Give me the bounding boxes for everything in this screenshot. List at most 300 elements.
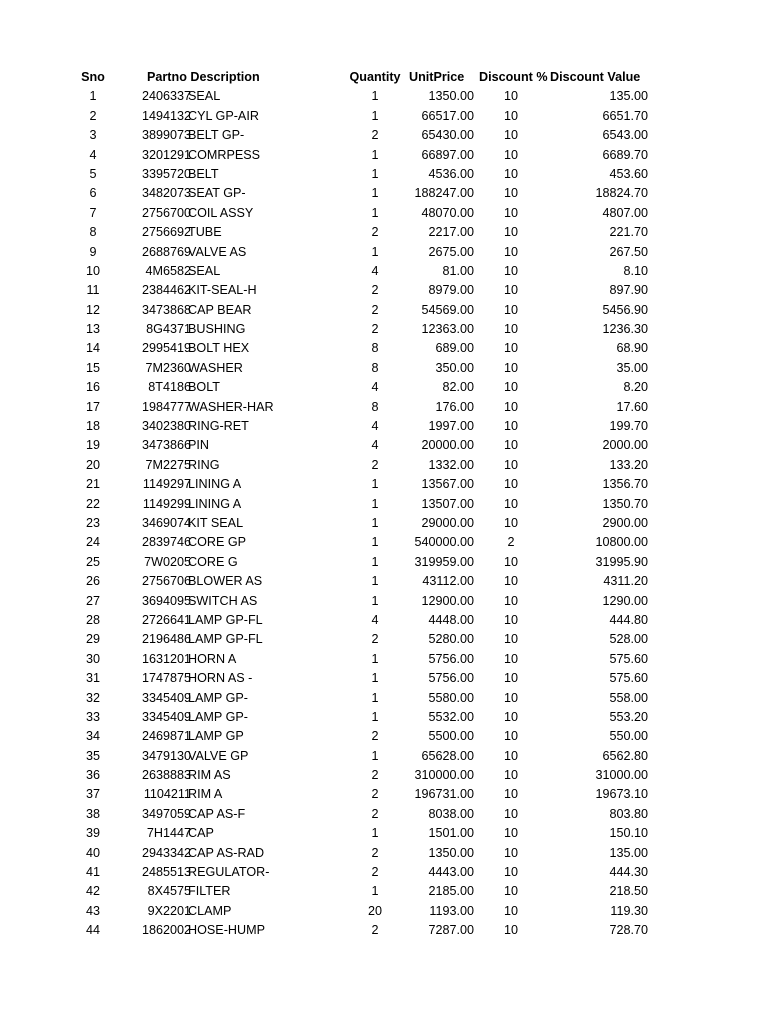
- cell-quantity: 2: [371, 845, 379, 860]
- table-row: [0, 359, 768, 378]
- table-row: [0, 669, 768, 688]
- table-body: [0, 87, 768, 940]
- cell-unitprice: 7287.00: [428, 923, 474, 938]
- cell-description: CORE GP: [188, 535, 247, 550]
- cell-discount-pct: 10: [503, 748, 518, 763]
- table-row: [0, 572, 768, 591]
- cell-discount-pct: 10: [503, 205, 518, 220]
- cell-discount-pct: 10: [503, 690, 518, 705]
- cell-sno: 30: [85, 651, 100, 666]
- cell-quantity: 2: [371, 768, 379, 783]
- cell-sno: 23: [85, 515, 100, 530]
- cell-partno: 7M2275: [145, 457, 191, 472]
- cell-sno: 24: [85, 535, 100, 550]
- cell-description: LAMP GP-FL: [188, 632, 263, 647]
- table-row: [0, 456, 768, 475]
- cell-unitprice: 20000.00: [421, 438, 474, 453]
- cell-discount-pct: 10: [503, 399, 518, 414]
- cell-sno: 36: [85, 768, 100, 783]
- cell-description: SEAT GP-: [188, 186, 246, 201]
- cell-partno: 4M6582: [145, 263, 191, 278]
- cell-unitprice: 8979.00: [428, 283, 474, 298]
- cell-partno: 1984777: [141, 399, 191, 414]
- cell-discount-pct: 10: [503, 768, 518, 783]
- table-row: [0, 165, 768, 184]
- cell-unitprice: 66517.00: [421, 108, 474, 123]
- cell-discount-pct: 10: [503, 89, 518, 104]
- cell-partno: 3469074: [141, 515, 191, 530]
- cell-discount-value: 4311.20: [603, 574, 648, 589]
- cell-discount-value: 728.70: [609, 923, 648, 938]
- table-row: [0, 184, 768, 203]
- cell-quantity: 1: [371, 186, 379, 201]
- table-row: [0, 301, 768, 320]
- cell-discount-pct: 10: [503, 128, 518, 143]
- cell-discount-value: 6543.00: [602, 128, 648, 143]
- cell-sno: 4: [89, 147, 97, 162]
- table-row: [0, 863, 768, 882]
- table-row: [0, 223, 768, 242]
- header-discount-value: Discount Value: [550, 70, 641, 84]
- cell-discount-value: 1350.70: [602, 496, 648, 511]
- cell-quantity: 4: [371, 419, 379, 434]
- cell-quantity: 8: [371, 360, 379, 375]
- cell-partno: 3345409: [141, 690, 191, 705]
- cell-sno: 11: [86, 283, 100, 298]
- cell-partno: 1631201: [141, 651, 191, 666]
- cell-partno: 2688769: [141, 244, 191, 259]
- table-row: [0, 495, 768, 514]
- cell-quantity: 1: [371, 108, 379, 123]
- cell-discount-pct: 10: [503, 244, 518, 259]
- header-quantity: Quantity: [349, 70, 401, 84]
- cell-quantity: 1: [371, 535, 379, 550]
- cell-discount-pct: 10: [503, 671, 518, 686]
- cell-quantity: 1: [371, 671, 379, 686]
- cell-sno: 10: [85, 263, 100, 278]
- cell-quantity: 4: [371, 380, 379, 395]
- cell-quantity: 2: [371, 806, 379, 821]
- cell-discount-value: 10800.00: [595, 535, 648, 550]
- cell-description: RING-RET: [188, 419, 249, 434]
- cell-partno: 3694095: [141, 593, 191, 608]
- cell-description: RING: [188, 457, 220, 472]
- cell-description: LAMP GP: [188, 729, 244, 744]
- cell-discount-value: 6562.80: [602, 748, 648, 763]
- cell-unitprice: 43112.00: [422, 574, 474, 589]
- cell-unitprice: 2675.00: [428, 244, 474, 259]
- cell-discount-pct: 10: [503, 574, 518, 589]
- cell-sno: 38: [85, 806, 100, 821]
- cell-description: FILTER: [188, 884, 231, 899]
- cell-quantity: 1: [371, 884, 379, 899]
- cell-sno: 37: [85, 787, 100, 802]
- cell-partno: 3899073: [141, 128, 191, 143]
- cell-discount-value: 267.50: [609, 244, 648, 259]
- cell-quantity: 2: [371, 787, 379, 802]
- cell-description: CAP AS-RAD: [188, 845, 265, 860]
- cell-discount-value: 453.60: [609, 166, 648, 181]
- cell-unitprice: 1332.00: [428, 457, 474, 472]
- cell-partno: 1862002: [141, 923, 191, 938]
- cell-unitprice: 2185.00: [428, 884, 474, 899]
- cell-partno: 7W0205: [144, 554, 191, 569]
- cell-quantity: 4: [371, 263, 379, 278]
- cell-discount-value: 2900.00: [602, 515, 648, 530]
- cell-description: RIM AS: [188, 768, 231, 783]
- cell-sno: 29: [85, 632, 100, 647]
- cell-partno: 2638883: [141, 768, 191, 783]
- cell-quantity: 1: [371, 574, 379, 589]
- cell-partno: 8X4575: [147, 884, 191, 899]
- cell-discount-pct: 10: [503, 166, 518, 181]
- cell-sno: 5: [89, 166, 97, 181]
- cell-description: BOLT HEX: [188, 341, 250, 356]
- cell-unitprice: 319959.00: [414, 554, 474, 569]
- cell-quantity: 1: [371, 477, 379, 492]
- cell-partno: 3482073: [141, 186, 191, 201]
- cell-description: COIL ASSY: [188, 205, 254, 220]
- cell-sno: 14: [85, 341, 100, 356]
- cell-partno: 2995419: [141, 341, 191, 356]
- cell-discount-pct: 10: [503, 845, 518, 860]
- cell-description: LAMP GP-: [188, 690, 248, 705]
- cell-quantity: 1: [371, 690, 379, 705]
- cell-partno: 7H1447: [146, 826, 191, 841]
- cell-description: LAMP GP-: [188, 709, 248, 724]
- cell-discount-value: 803.80: [609, 806, 648, 821]
- header-unitprice: UnitPrice: [409, 70, 465, 84]
- cell-partno: 9X2201: [147, 903, 191, 918]
- cell-quantity: 1: [371, 244, 379, 259]
- cell-discount-pct: 10: [503, 515, 518, 530]
- cell-discount-pct: 10: [503, 263, 518, 278]
- cell-discount-pct: 10: [503, 903, 518, 918]
- cell-discount-value: 897.90: [609, 283, 648, 298]
- cell-partno: 1149297: [142, 477, 191, 492]
- cell-sno: 32: [85, 690, 100, 705]
- cell-discount-pct: 10: [503, 651, 518, 666]
- cell-discount-pct: 2: [507, 535, 515, 550]
- cell-discount-value: 6689.70: [602, 147, 648, 162]
- cell-discount-value: 135.00: [609, 845, 648, 860]
- cell-discount-pct: 10: [503, 225, 518, 240]
- cell-discount-value: 119.30: [610, 903, 648, 918]
- cell-partno: 1149299: [142, 496, 191, 511]
- cell-discount-pct: 10: [503, 826, 518, 841]
- cell-quantity: 1: [371, 826, 379, 841]
- table-row: [0, 339, 768, 358]
- cell-discount-pct: 10: [503, 632, 518, 647]
- cell-partno: 7M2360: [145, 360, 191, 375]
- cell-quantity: 1: [371, 651, 379, 666]
- cell-sno: 13: [85, 322, 100, 337]
- cell-description: WASHER: [188, 360, 243, 375]
- cell-sno: 34: [85, 729, 100, 744]
- cell-discount-pct: 10: [503, 438, 518, 453]
- cell-quantity: 1: [371, 147, 379, 162]
- cell-description: VALVE AS: [188, 244, 247, 259]
- table-row: [0, 902, 768, 921]
- cell-discount-pct: 10: [503, 593, 518, 608]
- table-row: [0, 611, 768, 630]
- cell-unitprice: 310000.00: [414, 768, 474, 783]
- table-row: [0, 747, 768, 766]
- cell-unitprice: 13567.00: [421, 477, 474, 492]
- table-row: [0, 844, 768, 863]
- cell-description: HORN A: [188, 651, 237, 666]
- cell-sno: 7: [89, 205, 97, 220]
- cell-unitprice: 13507.00: [421, 496, 474, 511]
- cell-discount-value: 18824.70: [595, 186, 648, 201]
- cell-description: CORE G: [188, 554, 238, 569]
- cell-discount-pct: 10: [503, 612, 518, 627]
- cell-sno: 33: [85, 709, 100, 724]
- cell-description: HOSE-HUMP: [188, 923, 265, 938]
- cell-partno: 2726641: [141, 612, 191, 627]
- cell-description: TUBE: [188, 225, 222, 240]
- table-row: [0, 708, 768, 727]
- cell-unitprice: 5580.00: [428, 690, 474, 705]
- cell-unitprice: 54569.00: [421, 302, 474, 317]
- header-discount-pct: Discount %: [479, 70, 548, 84]
- cell-discount-pct: 10: [503, 283, 518, 298]
- cell-discount-pct: 10: [503, 147, 518, 162]
- cell-description: VALVE GP: [188, 748, 249, 763]
- cell-quantity: 1: [371, 709, 379, 724]
- table-row: [0, 824, 768, 843]
- table-row: [0, 281, 768, 300]
- header-partno-description: Partno Description: [147, 70, 260, 84]
- cell-discount-value: 2000.00: [602, 438, 648, 453]
- cell-discount-pct: 10: [503, 341, 518, 356]
- cell-partno: 2485513: [141, 865, 191, 880]
- cell-sno: 44: [85, 923, 100, 938]
- table-row: [0, 204, 768, 223]
- cell-discount-value: 133.20: [609, 457, 648, 472]
- cell-unitprice: 29000.00: [421, 515, 474, 530]
- table-header-row: [0, 68, 768, 87]
- cell-discount-value: 68.90: [616, 341, 648, 356]
- cell-unitprice: 5500.00: [428, 729, 474, 744]
- cell-partno: 2406337: [141, 89, 191, 104]
- cell-unitprice: 65628.00: [421, 748, 474, 763]
- cell-description: SEAL: [188, 89, 221, 104]
- table-row: [0, 882, 768, 901]
- cell-description: BELT GP-: [188, 128, 245, 143]
- table-row: [0, 921, 768, 940]
- cell-discount-value: 1356.70: [602, 477, 648, 492]
- cell-discount-value: 575.60: [609, 671, 648, 686]
- cell-sno: 43: [85, 903, 100, 918]
- table-row: [0, 398, 768, 417]
- table-row: [0, 533, 768, 552]
- cell-discount-pct: 10: [503, 709, 518, 724]
- cell-unitprice: 689.00: [435, 341, 474, 356]
- cell-discount-value: 6651.70: [602, 108, 648, 123]
- cell-partno: 1747875: [141, 671, 191, 686]
- table-row: [0, 262, 768, 281]
- cell-sno: 39: [85, 826, 100, 841]
- cell-discount-value: 8.10: [623, 263, 648, 278]
- cell-sno: 31: [85, 671, 100, 686]
- cell-discount-pct: 10: [503, 477, 518, 492]
- cell-partno: 2756706: [141, 574, 191, 589]
- cell-discount-value: 553.20: [609, 709, 648, 724]
- cell-quantity: 4: [371, 612, 379, 627]
- cell-quantity: 1: [371, 593, 379, 608]
- cell-partno: 2469871: [141, 729, 191, 744]
- cell-discount-value: 558.00: [609, 690, 648, 705]
- cell-unitprice: 12900.00: [421, 593, 474, 608]
- cell-unitprice: 48070.00: [421, 205, 474, 220]
- cell-description: BOLT: [188, 380, 220, 395]
- cell-partno: 8G4371: [146, 322, 191, 337]
- cell-sno: 6: [89, 186, 97, 201]
- cell-quantity: 2: [371, 457, 379, 472]
- cell-description: BELT: [188, 166, 219, 181]
- cell-partno: 3473866: [141, 438, 191, 453]
- cell-description: LAMP GP-FL: [188, 612, 263, 627]
- cell-unitprice: 176.00: [435, 399, 474, 414]
- cell-discount-value: 4807.00: [602, 205, 648, 220]
- cell-description: SWITCH AS: [188, 593, 258, 608]
- cell-description: CLAMP: [188, 903, 232, 918]
- cell-discount-pct: 10: [503, 554, 518, 569]
- cell-discount-value: 17.60: [616, 399, 648, 414]
- cell-unitprice: 5532.00: [428, 709, 474, 724]
- cell-partno: 3201291: [141, 147, 191, 162]
- cell-unitprice: 5756.00: [428, 651, 474, 666]
- cell-discount-pct: 10: [503, 302, 518, 317]
- cell-unitprice: 196731.00: [414, 787, 474, 802]
- cell-unitprice: 82.00: [442, 380, 474, 395]
- cell-partno: 2384462: [141, 283, 191, 298]
- cell-sno: 17: [85, 399, 100, 414]
- table-row: [0, 785, 768, 804]
- cell-quantity: 1: [371, 554, 379, 569]
- table-row: [0, 475, 768, 494]
- cell-unitprice: 81.00: [442, 263, 474, 278]
- cell-partno: 2756692: [141, 225, 191, 240]
- table-row: [0, 107, 768, 126]
- cell-sno: 21: [85, 477, 100, 492]
- cell-sno: 20: [85, 457, 100, 472]
- cell-unitprice: 4536.00: [428, 166, 474, 181]
- cell-unitprice: 1501.00: [428, 826, 474, 841]
- cell-quantity: 2: [371, 865, 379, 880]
- cell-discount-pct: 10: [503, 496, 518, 511]
- cell-quantity: 1: [371, 166, 379, 181]
- cell-unitprice: 1350.00: [428, 845, 474, 860]
- cell-quantity: 2: [371, 128, 379, 143]
- cell-discount-value: 221.70: [609, 225, 648, 240]
- cell-partno: 8T4186: [148, 380, 191, 395]
- cell-sno: 22: [85, 496, 100, 511]
- cell-discount-pct: 10: [503, 806, 518, 821]
- cell-discount-value: 1236.30: [602, 322, 648, 337]
- cell-discount-value: 444.30: [609, 865, 648, 880]
- table-row: [0, 630, 768, 649]
- table-row: [0, 689, 768, 708]
- cell-sno: 2: [89, 108, 97, 123]
- cell-partno: 3402380: [141, 419, 191, 434]
- cell-discount-value: 1290.00: [602, 593, 648, 608]
- cell-unitprice: 4443.00: [428, 865, 474, 880]
- cell-quantity: 8: [371, 341, 379, 356]
- cell-sno: 25: [85, 554, 100, 569]
- cell-discount-value: 35.00: [616, 360, 648, 375]
- cell-discount-pct: 10: [503, 419, 518, 434]
- cell-discount-pct: 10: [503, 457, 518, 472]
- cell-discount-value: 550.00: [609, 729, 648, 744]
- parts-discount-table: [0, 68, 768, 941]
- cell-partno: 3395720: [141, 166, 191, 181]
- cell-quantity: 2: [371, 322, 379, 337]
- table-row: [0, 592, 768, 611]
- cell-unitprice: 1350.00: [428, 89, 474, 104]
- table-row: [0, 805, 768, 824]
- cell-description: CAP: [188, 826, 214, 841]
- cell-sno: 19: [85, 438, 100, 453]
- cell-quantity: 2: [371, 302, 379, 317]
- cell-sno: 41: [85, 865, 100, 880]
- table-row: [0, 650, 768, 669]
- cell-description: WASHER-HAR: [188, 399, 274, 414]
- cell-unitprice: 350.00: [435, 360, 474, 375]
- cell-unitprice: 4448.00: [428, 612, 474, 627]
- header-sno: Sno: [81, 70, 105, 84]
- cell-partno: 3345409: [141, 709, 191, 724]
- cell-discount-value: 135.00: [609, 89, 648, 104]
- cell-quantity: 2: [371, 923, 379, 938]
- cell-sno: 15: [85, 360, 100, 375]
- cell-partno: 1494132: [141, 108, 191, 123]
- table-row: [0, 727, 768, 746]
- cell-discount-value: 150.10: [609, 826, 648, 841]
- cell-quantity: 1: [371, 496, 379, 511]
- cell-quantity: 1: [371, 205, 379, 220]
- cell-sno: 8: [89, 225, 97, 240]
- cell-quantity: 20: [367, 903, 382, 918]
- cell-sno: 16: [85, 380, 100, 395]
- cell-quantity: 2: [371, 283, 379, 298]
- cell-unitprice: 5280.00: [428, 632, 474, 647]
- cell-description: LINING A: [188, 477, 242, 492]
- cell-discount-value: 31000.00: [595, 768, 648, 783]
- cell-unitprice: 66897.00: [421, 147, 474, 162]
- table-row: [0, 514, 768, 533]
- cell-description: RIM A: [188, 787, 223, 802]
- table-row: [0, 146, 768, 165]
- cell-discount-value: 5456.90: [602, 302, 648, 317]
- cell-unitprice: 2217.00: [428, 225, 474, 240]
- cell-sno: 26: [85, 574, 100, 589]
- cell-sno: 28: [85, 612, 100, 627]
- cell-discount-value: 199.70: [609, 419, 648, 434]
- cell-unitprice: 8038.00: [428, 806, 474, 821]
- cell-discount-pct: 10: [503, 108, 518, 123]
- cell-discount-pct: 10: [503, 884, 518, 899]
- cell-discount-pct: 10: [503, 322, 518, 337]
- cell-unitprice: 5756.00: [428, 671, 474, 686]
- table-row: [0, 417, 768, 436]
- cell-description: CAP AS-F: [188, 806, 246, 821]
- cell-quantity: 1: [371, 89, 379, 104]
- table-row: [0, 320, 768, 339]
- cell-unitprice: 65430.00: [421, 128, 474, 143]
- cell-unitprice: 1193.00: [429, 903, 474, 918]
